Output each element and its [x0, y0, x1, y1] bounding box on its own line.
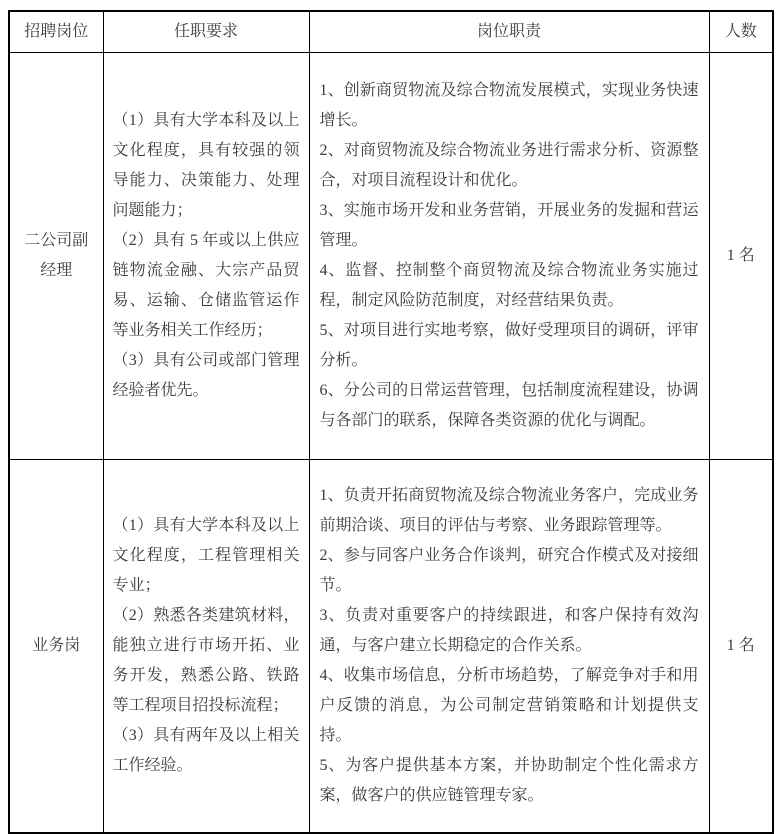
- requirement-item: （1）具有大学本科及以上文化程度，具有较强的领导能力、决策能力、处理问题能力；: [112, 112, 300, 219]
- responsibility-item: 5、为客户提供基本方案，并协助制定个性化需求方案，做客户的供应链管理专家。: [319, 757, 699, 804]
- requirement-item: （3）具有两年及以上相关工作经验。: [112, 727, 300, 774]
- responsibilities-cell: [309, 53, 709, 460]
- position-cell: 二公司副经理: [9, 53, 103, 460]
- requirement-item: （2）熟悉各类建筑材料，能独立进行市场开拓、业务开发，熟悉公路、铁路等工程项目招投标流程；: [112, 607, 300, 714]
- responsibility-item: 3、实施市场开发和业务营销，开展业务的发掘和营运管理。: [319, 202, 699, 249]
- table-row: [9, 460, 773, 834]
- header-cell-position: 招聘岗位: [9, 11, 103, 53]
- requirement-item: （2）具有 5 年或以上供应链物流金融、大宗产品贸易、运输、仓储监管运作等业务相关工作经历；: [112, 232, 300, 339]
- header-cell-headcount: 人数: [709, 11, 773, 53]
- position-cell: 业务岗: [9, 460, 103, 834]
- responsibility-item: 5、对项目进行实地考察，做好受理项目的调研，评审分析。: [319, 322, 699, 369]
- responsibility-item: 3、负责对重要客户的持续跟进，和客户保持有效沟通，与客户建立长期稳定的合作关系。: [319, 607, 699, 654]
- responsibilities-cell: [309, 460, 709, 834]
- table-header-row: [9, 11, 773, 53]
- requirement-item: （3）具有公司或部门管理经验者优先。: [112, 352, 300, 399]
- header-cell-responsibilities: 岗位职责: [309, 11, 709, 53]
- responsibility-item: 1、负责开拓商贸物流及综合物流业务客户，完成业务前期洽谈、项目的评估与考察、业务跟踪管理等。: [319, 487, 699, 534]
- responsibility-item: 2、参与同客户业务合作谈判，研究合作模式及对接细节。: [319, 547, 699, 594]
- responsibility-item: 2、对商贸物流及综合物流业务进行需求分析、资源整合，对项目流程设计和优化。: [319, 142, 699, 189]
- responsibility-item: 1、创新商贸物流及综合物流发展模式，实现业务快速增长。: [319, 82, 699, 129]
- responsibility-item: 6、分公司的日常运营管理，包括制度流程建设，协调与各部门的联系，保障各类资源的优化与调配。: [319, 382, 699, 429]
- table-row: [9, 53, 773, 460]
- requirements-cell: [103, 460, 309, 834]
- headcount-cell: 1 名: [709, 460, 773, 834]
- headcount-cell: 1 名: [709, 53, 773, 460]
- requirement-item: （1）具有大学本科及以上文化程度，工程管理相关专业；: [112, 517, 300, 594]
- header-cell-requirements: 任职要求: [103, 11, 309, 53]
- recruitment-table: [8, 10, 774, 834]
- responsibility-item: 4、收集市场信息，分析市场趋势，了解竞争对手和用户反馈的消息，为公司制定营销策略和计划提供支持。: [319, 667, 699, 744]
- requirements-cell: [103, 53, 309, 460]
- responsibility-item: 4、监督、控制整个商贸物流及综合物流业务实施过程，制定风险防范制度，对经营结果负责。: [319, 262, 699, 309]
